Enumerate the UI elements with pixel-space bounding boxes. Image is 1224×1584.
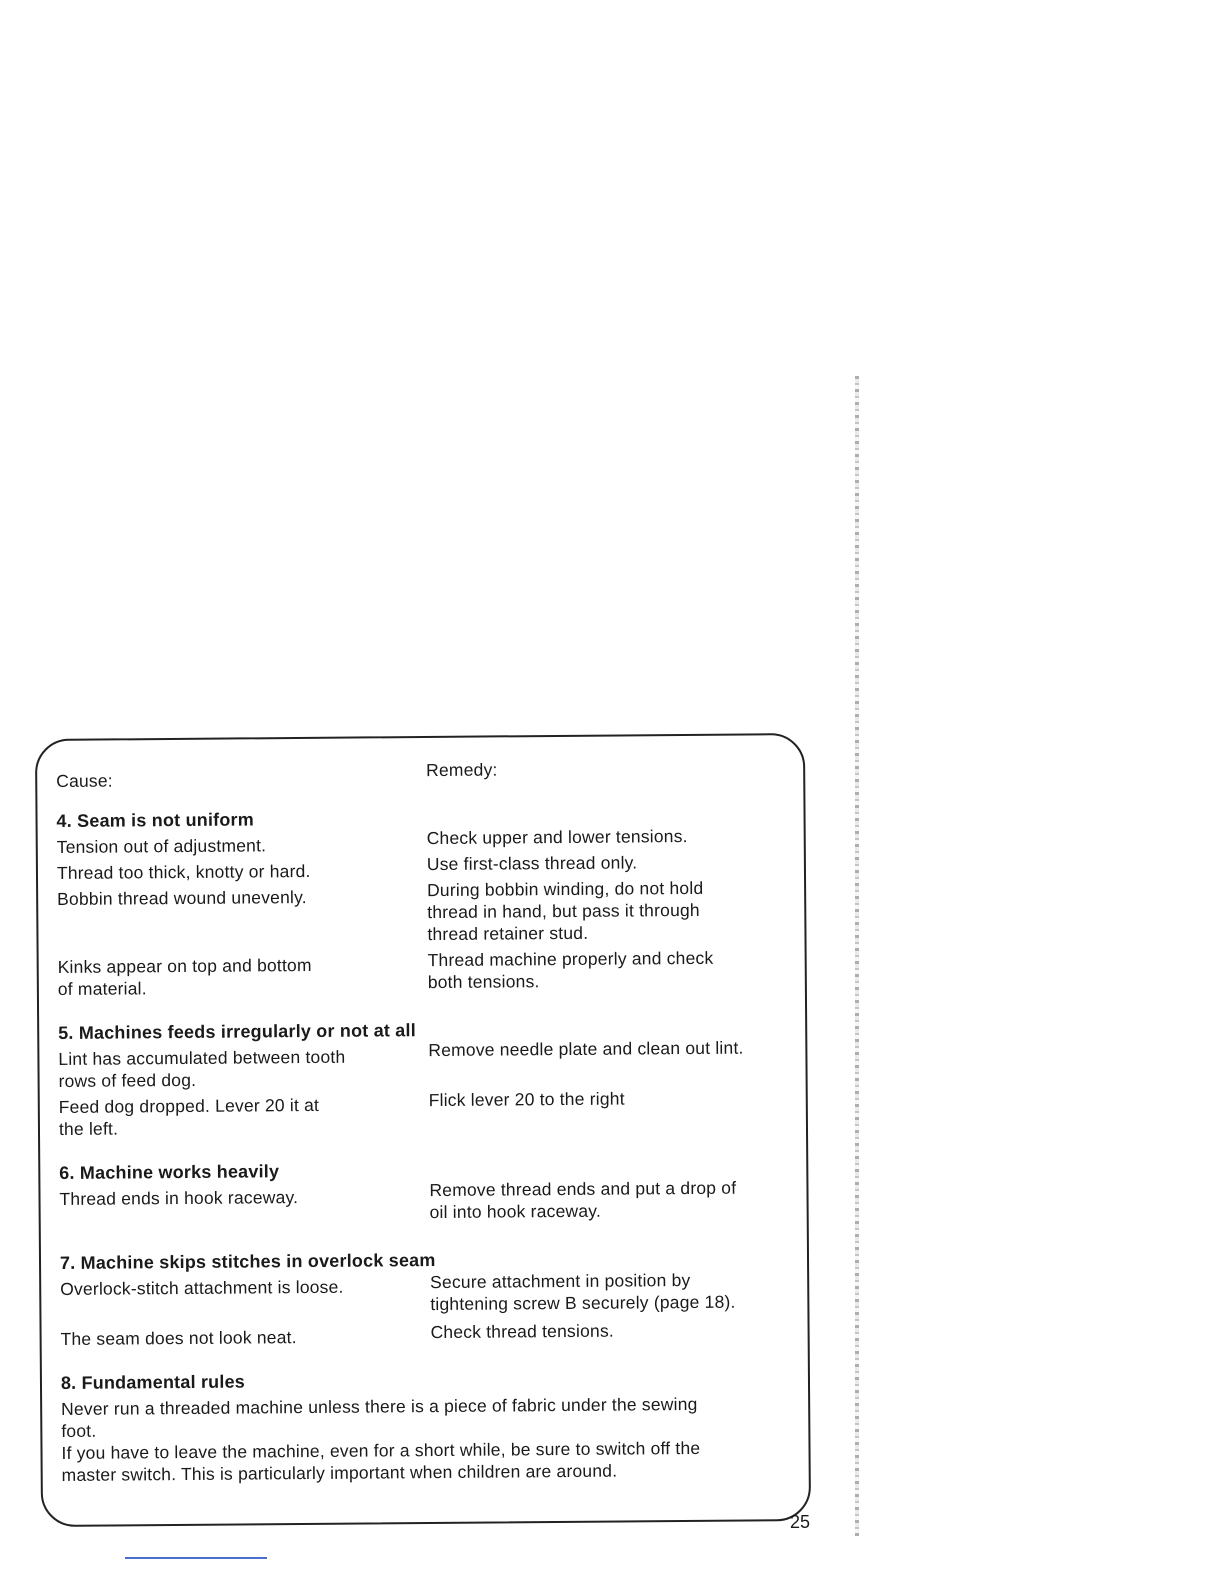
cause-text: rows of feed dog.: [58, 1069, 197, 1091]
page-edge-shadow: [855, 376, 859, 1536]
cause-text: Lint has accumulated between tooth: [58, 1046, 346, 1069]
remedy-text: Secure attachment in position by: [430, 1270, 691, 1293]
remedy-text: tightening screw B securely (page 18).: [430, 1291, 736, 1315]
remedy-text: Remove thread ends and put a drop of: [429, 1177, 737, 1201]
scan-mark: [125, 1557, 267, 1559]
remedy-text: oil into hook raceway.: [429, 1200, 602, 1223]
rule-text: Never run a threaded machine unless there is a piece of fabric under the sewing: [61, 1393, 698, 1419]
rule-text: foot.: [61, 1420, 97, 1441]
rule-text: If you have to leave the machine, even for a short while, be sure to switch off the: [61, 1437, 701, 1463]
cause-text: Bobbin thread wound unevenly.: [57, 887, 307, 909]
cause-text: the left.: [58, 1118, 119, 1139]
section-title: 8. Fundamental rules: [60, 1371, 246, 1393]
cause-header: Cause:: [56, 770, 113, 791]
remedy-header: Remedy:: [426, 759, 498, 781]
cause-text: Thread ends in hook raceway.: [59, 1187, 299, 1209]
cause-text: Tension out of adjustment.: [56, 835, 267, 857]
section-title: 5. Machines feeds irregularly or not at all: [58, 1020, 416, 1043]
remedy-text: both tensions.: [427, 971, 540, 993]
page-number: 25: [790, 1512, 811, 1532]
section-title: 7. Machine skips stitches in overlock seam: [59, 1250, 436, 1273]
remedy-text: Check upper and lower tensions.: [426, 826, 688, 849]
remedy-text: Remove needle plate and clean out lint.: [428, 1037, 744, 1061]
section-title: 6. Machine works heavily: [59, 1161, 280, 1183]
remedy-text: thread in hand, but pass it through: [427, 899, 700, 923]
remedy-text: During bobbin winding, do not hold: [426, 877, 704, 901]
cause-text: The seam does not look neat.: [60, 1327, 297, 1349]
remedy-text: thread retainer stud.: [427, 922, 589, 945]
cause-text: Thread too thick, knotty or hard.: [56, 861, 311, 883]
cause-text: of material.: [57, 978, 147, 999]
cause-text: Kinks appear on top and bottom: [57, 954, 312, 977]
remedy-text: Flick lever 20 to the right: [428, 1088, 625, 1111]
section-title: 4. Seam is not uniform: [56, 809, 255, 831]
cause-text: Feed dog dropped. Lever 20 it at: [58, 1094, 320, 1117]
remedy-text: Use first-class thread only.: [426, 852, 638, 875]
rule-text: master switch. This is particularly important when children are around.: [61, 1460, 618, 1485]
remedy-text: Thread machine properly and check: [427, 947, 714, 971]
remedy-text: Check thread tensions.: [430, 1320, 614, 1343]
cause-text: Overlock-stitch attachment is loose.: [60, 1276, 344, 1299]
